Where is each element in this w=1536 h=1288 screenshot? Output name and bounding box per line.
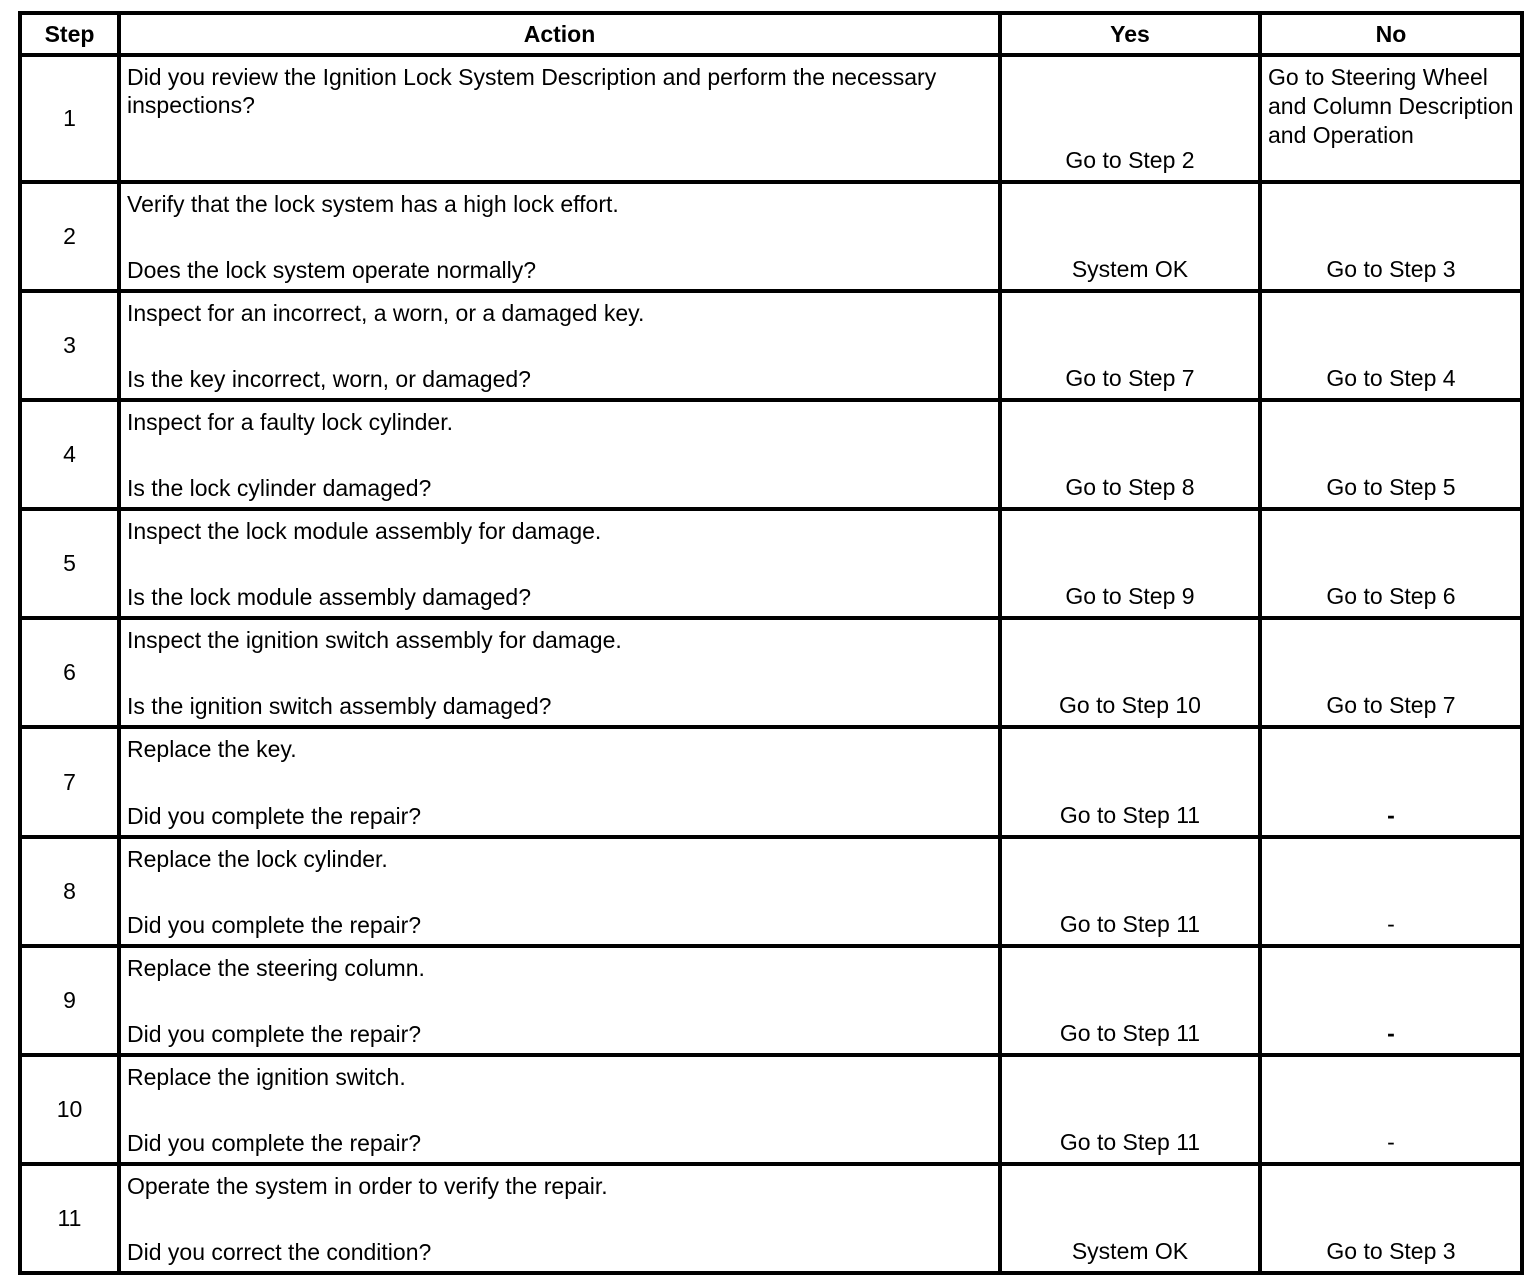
step-number: 9 [20,946,119,1055]
yes-result: Go to Step 11 [1000,946,1260,1055]
step-number: 6 [20,618,119,727]
action-cell [119,1164,1000,1273]
action-question: Does the lock system operate normally? [127,257,537,284]
action-text: Operate the system in order to verify the repair. [127,1172,608,1199]
yes-result: Go to Step 2 [1000,55,1260,182]
yes-result: Go to Step 11 [1000,1055,1260,1164]
header-action: Action [119,13,1000,55]
action-question: Did you complete the repair? [127,802,422,829]
table-row [20,1164,1522,1273]
header-no: No [1260,13,1522,55]
yes-result: Go to Step 11 [1000,837,1260,946]
action-cell [119,618,1000,727]
no-result: Go to Step 4 [1260,291,1522,400]
no-result: - [1260,1055,1522,1164]
action-cell [119,727,1000,836]
table-row [20,837,1522,946]
step-number: 1 [20,55,119,182]
action-cell [119,400,1000,509]
action-question: Is the lock module assembly damaged? [127,584,531,611]
header-yes: Yes [1000,13,1260,55]
yes-result: Go to Step 9 [1000,509,1260,618]
action-text: Inspect the lock module assembly for damage. [127,518,602,545]
table-row [20,946,1522,1055]
action-text: Replace the key. [127,736,297,763]
action-text: Inspect the ignition switch assembly for damage. [127,627,622,654]
action-text: Inspect for a faulty lock cylinder. [127,409,453,436]
no-result: Go to Step 6 [1260,509,1522,618]
yes-result: System OK [1000,1164,1260,1273]
action-text: Verify that the lock system has a high lock effort. [127,191,619,218]
no-result: Go to Step 3 [1260,182,1522,291]
table-row [20,727,1522,836]
yes-result: Go to Step 11 [1000,727,1260,836]
table-row [20,400,1522,509]
table-row [20,291,1522,400]
step-number: 7 [20,727,119,836]
header-row [20,13,1522,55]
no-result: Go to Step 5 [1260,400,1522,509]
step-number: 5 [20,509,119,618]
action-cell [119,182,1000,291]
table-row [20,182,1522,291]
table-row [20,618,1522,727]
step-number: 3 [20,291,119,400]
yes-result: System OK [1000,182,1260,291]
step-number: 2 [20,182,119,291]
yes-result: Go to Step 7 [1000,291,1260,400]
action-text: Did you review the Ignition Lock System Description and perform the necessary inspections? [127,64,937,118]
no-result: - [1260,727,1522,836]
action-question: Is the lock cylinder damaged? [127,475,432,502]
action-question: Did you complete the repair? [127,911,422,938]
action-question: Did you complete the repair? [127,1020,422,1047]
table-row [20,55,1522,182]
no-result: Go to Step 3 [1260,1164,1522,1273]
diagnostic-table [18,11,1524,1275]
step-number: 11 [20,1164,119,1273]
no-result: - [1260,946,1522,1055]
action-question: Is the ignition switch assembly damaged? [127,693,552,720]
action-cell [119,946,1000,1055]
yes-result: Go to Step 10 [1000,618,1260,727]
table-row [20,1055,1522,1164]
action-cell [119,509,1000,618]
no-result: - [1260,837,1522,946]
action-cell [119,837,1000,946]
yes-result: Go to Step 8 [1000,400,1260,509]
table-row [20,509,1522,618]
action-cell [119,55,1000,182]
action-cell [119,291,1000,400]
action-text: Replace the lock cylinder. [127,845,388,872]
action-cell [119,1055,1000,1164]
action-text: Replace the steering column. [127,954,425,981]
action-text: Inspect for an incorrect, a worn, or a damaged key. [127,300,645,327]
no-result: Go to Step 7 [1260,618,1522,727]
no-result: Go to Steering Wheel and Column Description and Operation [1260,55,1522,182]
action-text: Replace the ignition switch. [127,1063,406,1090]
step-number: 8 [20,837,119,946]
header-step: Step [20,13,119,55]
action-question: Is the key incorrect, worn, or damaged? [127,366,531,393]
action-question: Did you complete the repair? [127,1129,422,1156]
step-number: 10 [20,1055,119,1164]
step-number: 4 [20,400,119,509]
action-question: Did you correct the condition? [127,1239,432,1265]
